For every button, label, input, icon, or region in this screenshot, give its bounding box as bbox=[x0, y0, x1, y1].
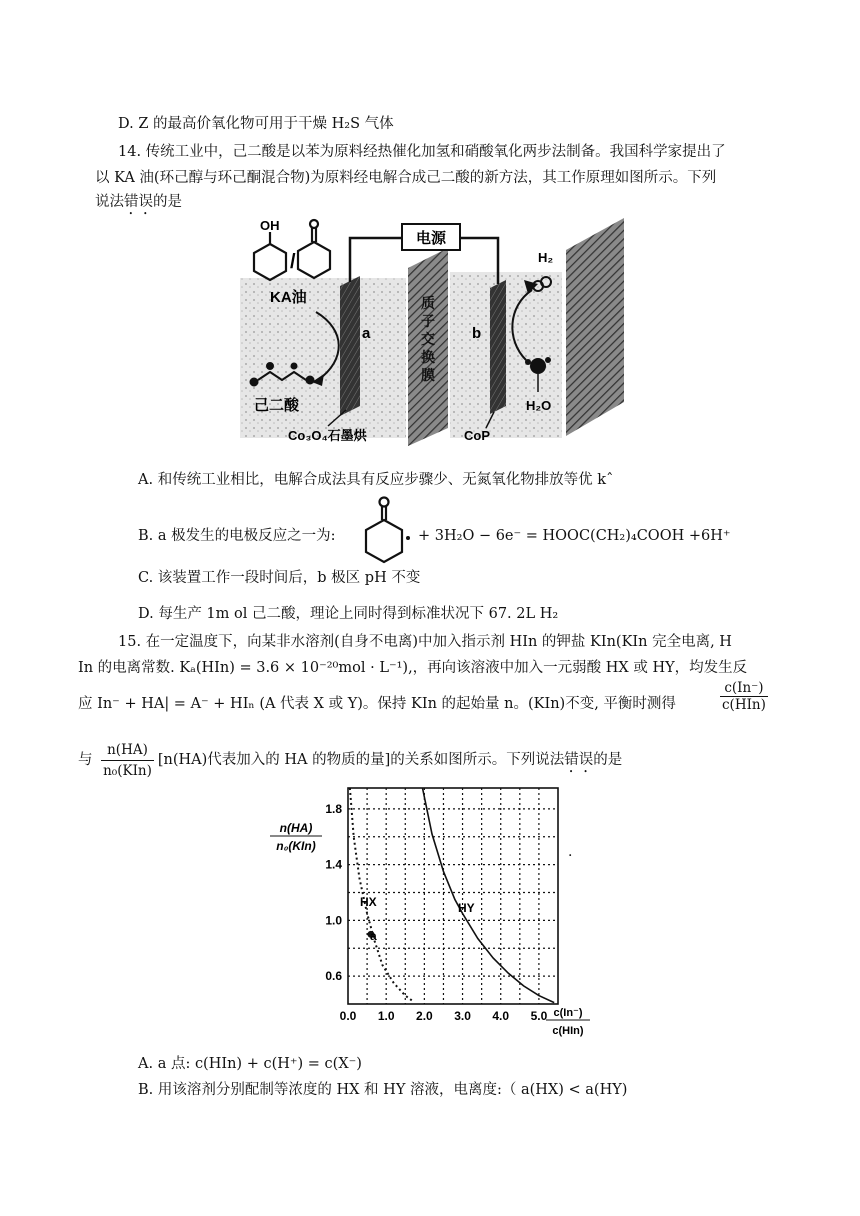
membrane-char: 膜 bbox=[421, 367, 435, 383]
q15-stem-line1: 15. 在一定温度下，向某非水溶剂(自身不电离)中加入指示剂 HIn 的钾盐 KIn(KIn 完全电离, H bbox=[118, 634, 732, 650]
x-axis-label-numerator: c(In⁻) bbox=[553, 1007, 583, 1019]
q14-option-d: D. 每生产 1m ol 己二酸，理论上同时得到标准状况下 67. 2L H₂ bbox=[138, 606, 559, 622]
electrode-a bbox=[340, 276, 360, 416]
x-tick-label: 3.0 bbox=[454, 1009, 471, 1023]
y-tick-label: 1.8 bbox=[325, 801, 342, 816]
q14-option-b-prefix: B. a 极发生的电极反应之一为: bbox=[138, 528, 336, 544]
q15-line4-text: [n(HA)代表加入的 HA 的物质的量]的关系如图所示。下列说法 bbox=[157, 752, 565, 768]
q15-line4-tail: 的是 bbox=[593, 752, 623, 768]
point-a-label: a bbox=[370, 929, 377, 943]
electrolysis-diagram bbox=[236, 210, 634, 448]
h2-label: H₂ bbox=[538, 250, 554, 265]
q15-amount-fraction bbox=[101, 740, 154, 781]
y-axis-label-numerator: n(HA) bbox=[279, 821, 313, 835]
right-wall bbox=[566, 218, 624, 436]
q14-stem-text: 说法 bbox=[95, 194, 124, 210]
q15-line4-prefix: 与 bbox=[78, 752, 93, 768]
membrane-char: 换 bbox=[421, 349, 435, 365]
anode-material-label: Co₃O₄石墨烘 bbox=[288, 428, 367, 443]
titration-chart bbox=[262, 776, 592, 1040]
chart-ticks bbox=[325, 802, 547, 1023]
q14-stem-line2: 以 KA 油(环己醇与环己酮混合物)为原料经电解合成己二酸的新方法，其工作原理如图所示。下列 bbox=[95, 170, 717, 186]
q14-option-b-equation: + 3H₂O − 6e⁻ = HOOC(CH₂)₄COOH +6H⁺ bbox=[418, 528, 731, 544]
q15-stem-line3: 应 In⁻ + HA| = A⁻ + HIₙ (A 代表 X 或 Y)。保持 KIn 的起始量 n。(KIn)不变, 平衡时测得 bbox=[78, 696, 676, 712]
h2o-label: H₂O bbox=[526, 398, 552, 413]
y-axis-label-denominator: n₀(KIn) bbox=[276, 839, 316, 853]
x-tick-label: 5.0 bbox=[530, 1009, 548, 1023]
ka-oil-label: KA油 bbox=[270, 289, 307, 306]
cyclohexanone-molecule bbox=[298, 220, 330, 278]
cathode-material-label: CoP bbox=[464, 428, 490, 443]
power-supply-label: 电源 bbox=[415, 230, 447, 247]
electrode-b-label: b bbox=[472, 325, 482, 342]
membrane-label bbox=[421, 295, 435, 383]
oh-label: OH bbox=[260, 218, 280, 233]
anode-chamber bbox=[240, 278, 406, 438]
q14-option-c: C. 该装置工作一段时间后，b 极区 pH 不变 bbox=[138, 570, 421, 586]
series-line-hy bbox=[423, 788, 555, 1003]
membrane-char: 质 bbox=[421, 295, 435, 311]
membrane-char: 交 bbox=[421, 331, 435, 347]
y-tick-label: 1.0 bbox=[325, 913, 342, 928]
cyclohexanol-molecule bbox=[254, 232, 286, 280]
series-label-hy: HY bbox=[458, 901, 475, 915]
adipic-acid-label: 己二酸 bbox=[254, 397, 300, 414]
wire-left bbox=[350, 238, 402, 282]
x-tick-label: 4.0 bbox=[492, 1009, 510, 1023]
chart-series bbox=[350, 788, 554, 1003]
proton-exchange-membrane bbox=[408, 248, 448, 446]
fraction-numerator: n(HA) bbox=[101, 740, 154, 761]
slash-label: / bbox=[290, 251, 296, 273]
fraction-numerator: c(In⁻) bbox=[720, 680, 768, 697]
x-axis-label-denominator: c(HIn) bbox=[552, 1025, 584, 1037]
y-tick-label: 0.6 bbox=[325, 969, 342, 984]
q15-emphasis: 错误 bbox=[564, 752, 594, 768]
x-tick-label: 1.0 bbox=[377, 1009, 395, 1023]
q14-stem-line3 bbox=[95, 192, 182, 218]
cyclohexanone-structure bbox=[352, 496, 416, 570]
x-tick-label: 2.0 bbox=[416, 1009, 433, 1023]
q15-ratio-fraction bbox=[720, 680, 768, 713]
q14-stem-tail: 的是 bbox=[153, 194, 182, 210]
q15-stem-line2: In 的电离常数. Kₐ(HIn) = 3.6 × 10⁻²⁰mol · L⁻¹),，再向该溶液中加入一元弱酸 HX 或 HY，均发生反 bbox=[78, 660, 748, 676]
q13-option-d: D. Z 的最高价氧化物可用于干燥 H₂S 气体 bbox=[118, 116, 394, 132]
membrane-char: 子 bbox=[421, 313, 435, 329]
x-tick-label: 0.0 bbox=[339, 1009, 357, 1023]
y-tick-label: 1.4 bbox=[325, 857, 342, 872]
electrode-a-label: a bbox=[362, 325, 371, 342]
q14-stem-line1: 14. 传统工业中，己二酸是以苯为原料经热催化加氢和硝酸氧化两步法制备。我国科学家提出了 bbox=[118, 144, 726, 160]
q14-emphasis: 错误 bbox=[124, 194, 153, 210]
q15-option-b: B. 用该溶剂分别配制等浓度的 HX 和 HY 溶液，电离度:（ a(HX) < a(HY) bbox=[138, 1082, 628, 1098]
fraction-denominator: n₀(KIn) bbox=[103, 762, 152, 779]
q15-option-a: A. a 点: c(HIn) + c(H⁺) = c(X⁻) bbox=[138, 1056, 362, 1072]
series-label-hx: HX bbox=[360, 895, 377, 909]
stray-dot: · bbox=[568, 848, 573, 864]
fraction-denominator: c(HIn) bbox=[722, 697, 766, 713]
electrode-b bbox=[490, 280, 506, 414]
q14-option-a: A. 和传统工业相比，电解合成法具有反应步骤少、无氮氧化物排放等优 kˆ bbox=[138, 472, 614, 488]
